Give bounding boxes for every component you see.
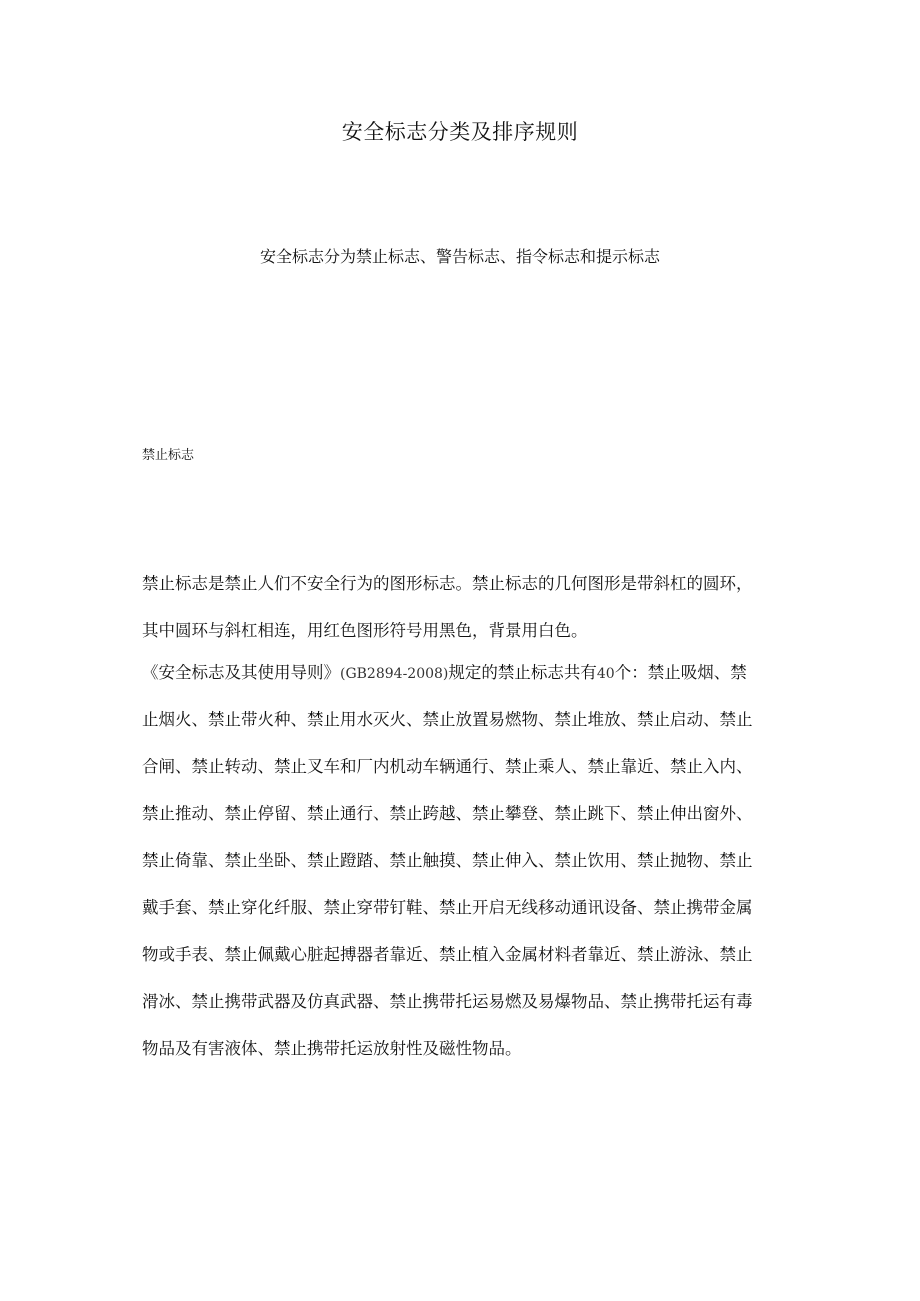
body-paragraph [142,564,782,1076]
section-heading: 禁止标志 [142,448,195,463]
standard-text: 规定的禁止标志共有 [448,663,597,682]
standard-code: (GB2894-2008) [340,666,449,682]
paragraph-line: 戴手套、禁止穿化纤服、禁止穿带钉鞋、禁止开启无线移动通讯设备、禁止携带金属 [142,898,753,917]
paragraph-line: 止烟火、禁止带火种、禁止用水灭火、禁止放置易燃物、禁止堆放、禁止启动、禁止 [142,710,753,729]
document-subtitle: 安全标志分为禁止标志、警告标志、指令标志和提示标志 [259,247,660,266]
document-title: 安全标志分类及排序规则 [341,120,579,144]
standard-text-tail: 个：禁止吸烟、禁 [614,663,747,682]
paragraph-line: 禁止倚靠、禁止坐卧、禁止蹬踏、禁止触摸、禁止伸入、禁止饮用、禁止抛物、禁止 [142,851,753,870]
paragraph-line: 合闸、禁止转动、禁止叉车和厂内机动车辆通行、禁止乘人、禁止靠近、禁止入内、 [142,757,753,776]
paragraph-line: 滑冰、禁止携带武器及仿真武器、禁止携带托运易燃及易爆物品、禁止携带托运有毒 [142,992,753,1011]
standard-title: 《安全标志及其使用导则》 [142,663,340,682]
paragraph-line: 其中圆环与斜杠相连，用红色图形符号用黑色，背景用白色。 [142,621,588,640]
standard-reference-line [142,653,782,700]
paragraph-line: 物品及有害液体、禁止携带托运放射性及磁性物品。 [142,1039,522,1058]
paragraph-line: 禁止标志是禁止人们不安全行为的图形标志。禁止标志的几何图形是带斜杠的圆环， [142,574,753,593]
sign-count: 40 [596,666,615,682]
paragraph-line: 禁止推动、禁止停留、禁止通行、禁止跨越、禁止攀登、禁止跳下、禁止伸出窗外、 [142,804,753,823]
paragraph-line: 物或手表、禁止佩戴心脏起搏器者靠近、禁止植入金属材料者靠近、禁止游泳、禁止 [142,945,753,964]
